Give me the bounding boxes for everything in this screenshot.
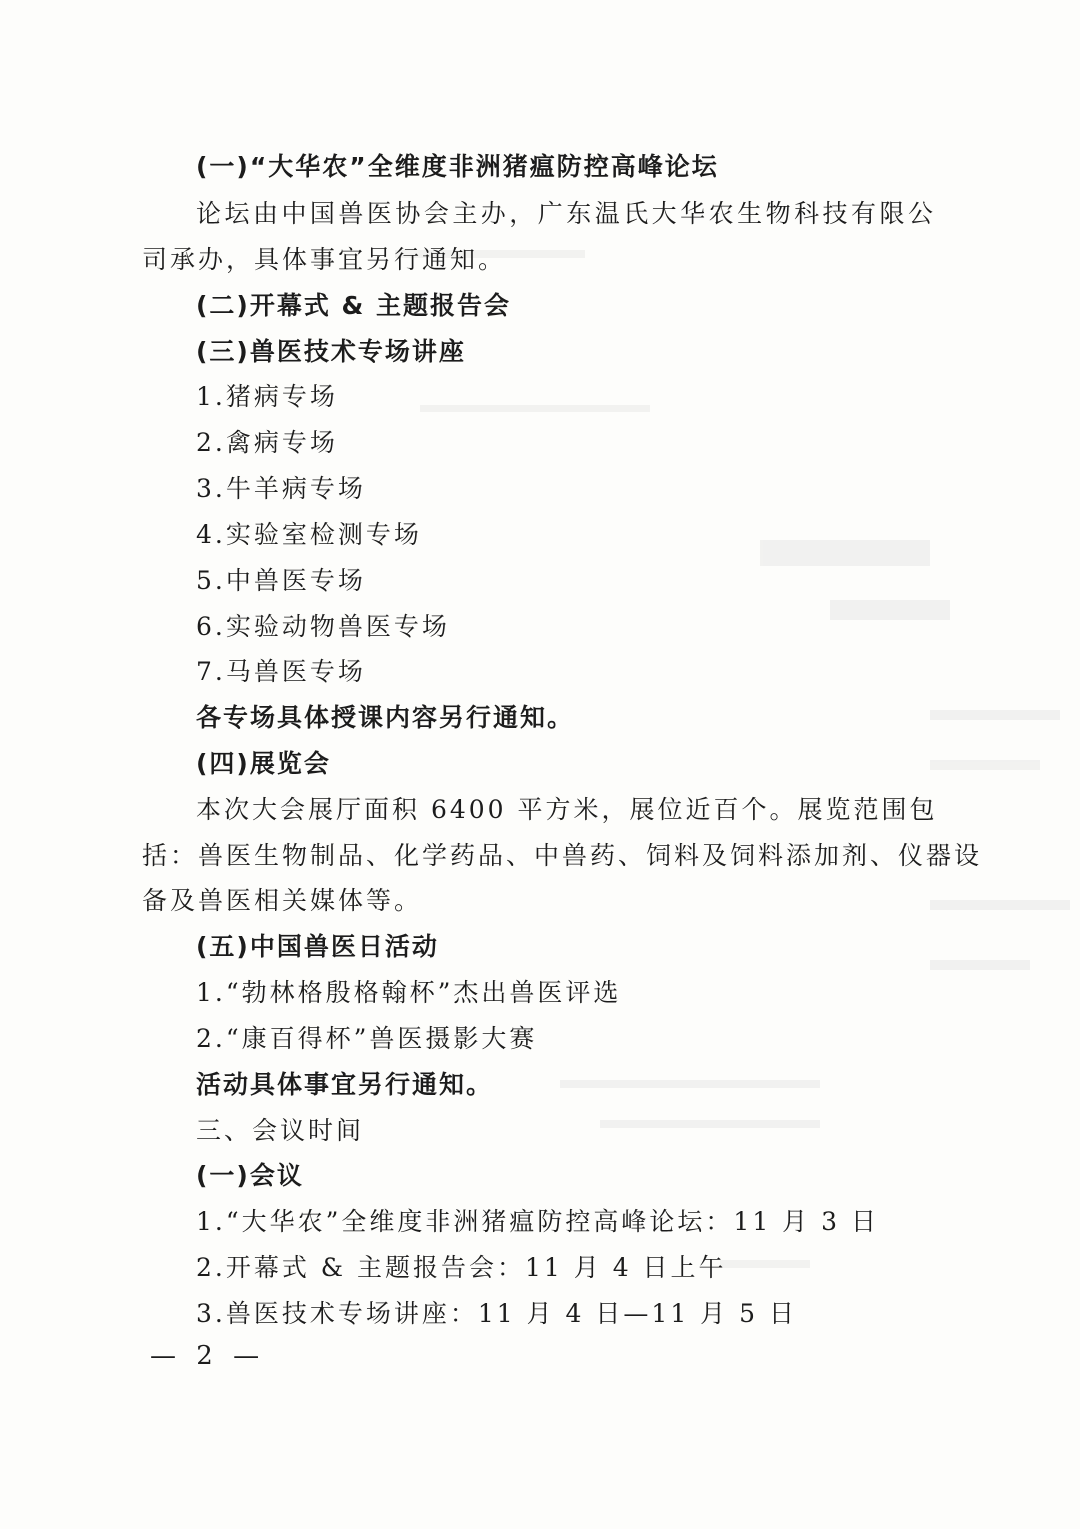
schedule-item-1: 1.“大华农”全维度非洲猪瘟防控高峰论坛：11 月 3 日 — [196, 1207, 879, 1236]
list-item-lecture-6: 6.实验动物兽医专场 — [196, 612, 450, 641]
list-item-lecture-3: 3.牛羊病专场 — [196, 474, 366, 503]
paragraph-forum-line-1: 论坛由中国兽医协会主办，广东温氏大华农生物科技有限公 — [196, 199, 936, 228]
list-item-lecture-7: 7.马兽医专场 — [196, 657, 366, 686]
section-heading-opening: (二)开幕式 & 主题报告会 — [196, 291, 512, 320]
paragraph-exhibition-line-3: 备及兽医相关媒体等。 — [142, 886, 423, 915]
section-heading-forum: (一)“大华农”全维度非洲猪瘟防控高峰论坛 — [196, 152, 719, 181]
list-item-vet-day-2: 2.“康百得杯”兽医摄影大赛 — [196, 1024, 538, 1053]
subsection-heading-meeting: (一)会议 — [196, 1161, 304, 1190]
section-heading-vet-day: (五)中国兽医日活动 — [196, 932, 439, 961]
paragraph-exhibition-line-2: 括：兽医生物制品、化学药品、中兽药、饲料及饲料添加剂、仪器设 — [142, 841, 983, 870]
list-item-lecture-4: 4.实验室检测专场 — [196, 520, 422, 549]
paragraph-exhibition-line-1: 本次大会展厅面积 6400 平方米，展位近百个。展览范围包 — [196, 795, 938, 824]
note-vet-day: 活动具体事宜另行通知。 — [196, 1070, 494, 1099]
list-item-lecture-5: 5.中兽医专场 — [196, 566, 366, 595]
schedule-item-3: 3.兽医技术专场讲座：11 月 4 日—11 月 5 日 — [196, 1299, 797, 1328]
section-heading-exhibition: (四)展览会 — [196, 749, 331, 778]
section-heading-meeting-time: 三、会议时间 — [196, 1116, 365, 1145]
note-lectures: 各专场具体授课内容另行通知。 — [196, 703, 575, 732]
schedule-item-2: 2.开幕式 & 主题报告会：11 月 4 日上午 — [196, 1253, 727, 1282]
paragraph-forum-line-2: 司承办，具体事宜另行通知。 — [142, 245, 507, 274]
section-heading-lectures: (三)兽医技术专场讲座 — [196, 337, 466, 366]
list-item-lecture-1: 1.猪病专场 — [196, 382, 338, 411]
list-item-lecture-2: 2.禽病专场 — [196, 428, 338, 457]
page-number: — 2 — — [150, 1341, 266, 1371]
list-item-vet-day-1: 1.“勃林格殷格翰杯”杰出兽医评选 — [196, 978, 622, 1007]
